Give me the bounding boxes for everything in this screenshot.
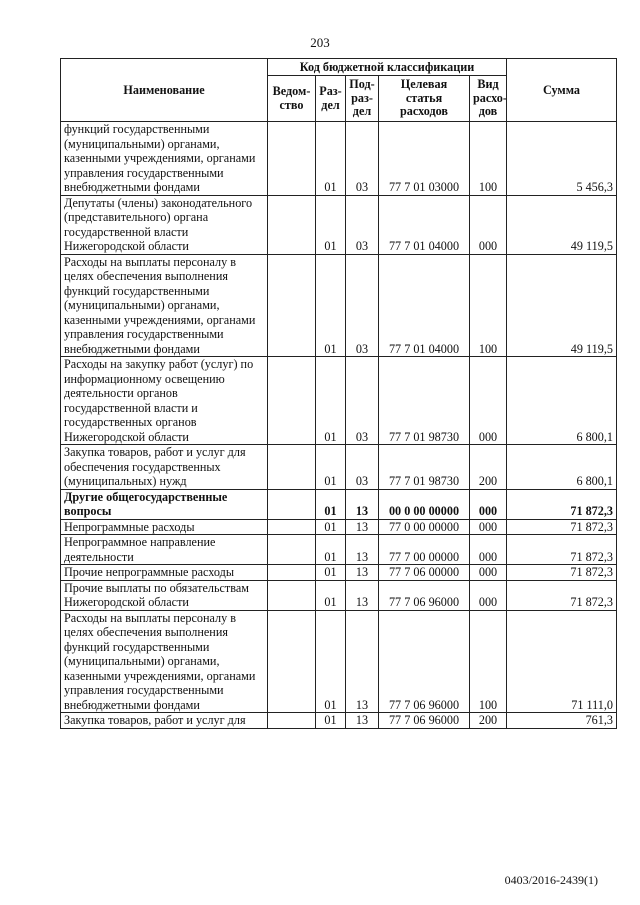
header-razdel-text: Раз- дел: [319, 84, 342, 112]
cell-kcsr: 77 7 01 04000: [379, 195, 470, 254]
table-row: [61, 535, 617, 565]
cell-vid: 000: [470, 195, 507, 254]
cell-sum: 761,3: [507, 713, 617, 729]
cell-razdel: 01: [316, 254, 346, 357]
cell-sum: 5 456,3: [507, 122, 617, 196]
cell-ved: [268, 195, 316, 254]
document-code: 0403/2016-2439(1): [504, 873, 598, 887]
cell-sum: 6 800,1: [507, 445, 617, 490]
cell-ved: [268, 357, 316, 445]
cell-name: Расходы на выплаты персоналу в целях обеспечения выполнения функций государственными (муниципальными) органами, казенными учреждениями, органами управления государственными внебюджетными фондами: [61, 254, 268, 357]
cell-kcsr: 77 7 01 98730: [379, 357, 470, 445]
cell-razdel: 01: [316, 445, 346, 490]
cell-name: функций государственными (муниципальными) органами, казенными учреждениями, органами управления государственными внебюджетными фондами: [61, 122, 268, 196]
table-row: [61, 445, 617, 490]
table-row: [61, 357, 617, 445]
cell-podrazdel: 13: [346, 713, 379, 729]
cell-ved: [268, 489, 316, 519]
table-row: [61, 195, 617, 254]
cell-podrazdel: 13: [346, 535, 379, 565]
cell-vid: 100: [470, 122, 507, 196]
cell-name: Депутаты (члены) законодательного (представительного) органа государственной власти Нижегородской области: [61, 195, 268, 254]
cell-ved: [268, 254, 316, 357]
table-row: [61, 565, 617, 581]
cell-name: Прочие непрограммные расходы: [61, 565, 268, 581]
cell-kcsr: 77 0 00 00000: [379, 519, 470, 535]
cell-razdel: 01: [316, 489, 346, 519]
header-razdel: [316, 76, 346, 122]
cell-ved: [268, 580, 316, 610]
header-podrazdel: [346, 76, 379, 122]
header-sum: Сумма: [507, 59, 617, 122]
cell-name: Непрограммные расходы: [61, 519, 268, 535]
cell-vid: 000: [470, 357, 507, 445]
cell-razdel: 01: [316, 122, 346, 196]
cell-sum: 49 119,5: [507, 254, 617, 357]
cell-sum: 49 119,5: [507, 195, 617, 254]
header-kcsr-text: Целевая статья расходов: [399, 77, 449, 119]
cell-name: Расходы на закупку работ (услуг) по информационному освещению деятельности органов государственной власти и государственных органов Нижегородской области: [61, 357, 268, 445]
header-vid: [470, 76, 507, 122]
table-row: [61, 489, 617, 519]
cell-name: Закупка товаров, работ и услуг для: [61, 713, 268, 729]
header-name: Наименование: [61, 59, 268, 122]
cell-name: Прочие выплаты по обязательствам Нижегородской области: [61, 580, 268, 610]
cell-kcsr: 77 7 01 04000: [379, 254, 470, 357]
cell-kcsr: 00 0 00 00000: [379, 489, 470, 519]
table-body: [61, 122, 617, 729]
header-ved-text: Ведом- ство: [272, 84, 311, 112]
cell-sum: 71 872,3: [507, 489, 617, 519]
cell-vid: 200: [470, 445, 507, 490]
table-row: [61, 580, 617, 610]
cell-kcsr: 77 7 06 96000: [379, 580, 470, 610]
cell-kcsr: 77 7 01 03000: [379, 122, 470, 196]
table-row: [61, 122, 617, 196]
page-number: 203: [310, 35, 330, 50]
cell-razdel: 01: [316, 610, 346, 713]
cell-vid: 000: [470, 489, 507, 519]
cell-podrazdel: 13: [346, 610, 379, 713]
header-ved: [268, 76, 316, 122]
budget-table: [60, 58, 617, 729]
cell-sum: 71 872,3: [507, 565, 617, 581]
cell-vid: 000: [470, 580, 507, 610]
cell-vid: 100: [470, 254, 507, 357]
header-group: Код бюджетной классификации: [268, 59, 507, 76]
cell-razdel: 01: [316, 357, 346, 445]
cell-razdel: 01: [316, 535, 346, 565]
cell-podrazdel: 13: [346, 489, 379, 519]
table-row: [61, 519, 617, 535]
cell-name: Непрограммное направление деятельности: [61, 535, 268, 565]
cell-razdel: 01: [316, 713, 346, 729]
cell-vid: 000: [470, 519, 507, 535]
cell-razdel: 01: [316, 565, 346, 581]
cell-vid: 000: [470, 535, 507, 565]
cell-podrazdel: 03: [346, 445, 379, 490]
cell-ved: [268, 122, 316, 196]
cell-podrazdel: 03: [346, 254, 379, 357]
cell-podrazdel: 03: [346, 122, 379, 196]
cell-ved: [268, 535, 316, 565]
cell-ved: [268, 610, 316, 713]
table-row: [61, 713, 617, 729]
cell-sum: 6 800,1: [507, 357, 617, 445]
cell-razdel: 01: [316, 195, 346, 254]
table-row: [61, 610, 617, 713]
cell-name: Расходы на выплаты персоналу в целях обеспечения выполнения функций государственными (муниципальными) органами, казенными учреждениями, органами управления государственными внебюджетными фондами: [61, 610, 268, 713]
cell-podrazdel: 03: [346, 357, 379, 445]
cell-kcsr: 77 7 06 96000: [379, 610, 470, 713]
cell-kcsr: 77 7 06 00000: [379, 565, 470, 581]
cell-sum: 71 872,3: [507, 535, 617, 565]
cell-ved: [268, 713, 316, 729]
cell-kcsr: 77 7 00 00000: [379, 535, 470, 565]
cell-name: Закупка товаров, работ и услуг для обеспечения государственных (муниципальных) нужд: [61, 445, 268, 490]
cell-vid: 200: [470, 713, 507, 729]
cell-sum: 71 872,3: [507, 519, 617, 535]
cell-kcsr: 77 7 01 98730: [379, 445, 470, 490]
header-vid-text: Вид расхо- дов: [473, 77, 507, 119]
cell-ved: [268, 445, 316, 490]
cell-sum: 71 872,3: [507, 580, 617, 610]
cell-podrazdel: 13: [346, 565, 379, 581]
cell-ved: [268, 565, 316, 581]
cell-podrazdel: 13: [346, 519, 379, 535]
cell-podrazdel: 13: [346, 580, 379, 610]
header-podrazdel-text: Под- раз- дел: [349, 77, 375, 119]
cell-ved: [268, 519, 316, 535]
cell-razdel: 01: [316, 580, 346, 610]
cell-vid: 100: [470, 610, 507, 713]
cell-name: Другие общегосударственные вопросы: [61, 489, 268, 519]
header-kcsr: [379, 76, 470, 122]
table-row: [61, 254, 617, 357]
cell-podrazdel: 03: [346, 195, 379, 254]
cell-sum: 71 111,0: [507, 610, 617, 713]
cell-kcsr: 77 7 06 96000: [379, 713, 470, 729]
cell-razdel: 01: [316, 519, 346, 535]
cell-vid: 000: [470, 565, 507, 581]
